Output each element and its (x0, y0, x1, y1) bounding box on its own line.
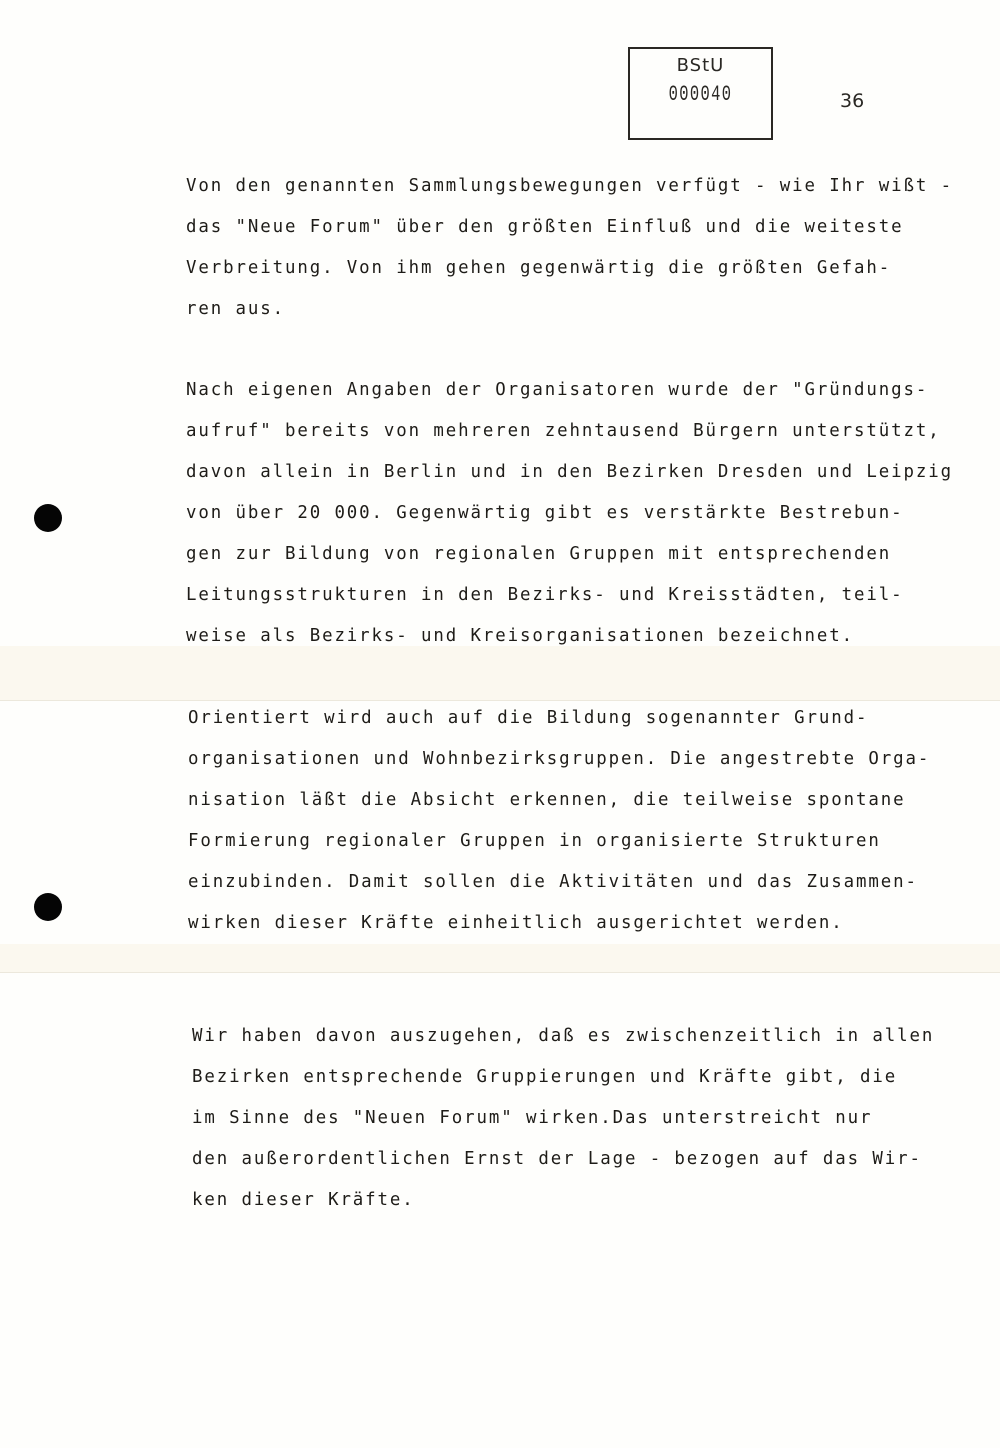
text-line: Nach eigenen Angaben der Organisatoren wurde der "Gründungs- (186, 380, 929, 400)
text-line: das "Neue Forum" über den größten Einfluß und die weiteste (186, 217, 904, 237)
text-line: gen zur Bildung von regionalen Gruppen mit entsprechenden (186, 544, 892, 564)
text-line: aufruf" bereits von mehreren zehntausend Bürgern unterstützt, (186, 421, 941, 441)
text-line: ren aus. (186, 299, 285, 319)
text-line: von über 20 000. Gegenwärtig gibt es verstärkte Bestrebun- (186, 503, 904, 523)
text-line: Wir haben davon auszugehen, daß es zwischenzeitlich in allen (192, 1026, 935, 1046)
text-line: weise als Bezirks- und Kreisorganisationen bezeichnet. (186, 626, 854, 646)
text-line: im Sinne des "Neuen Forum" wirken.Das unterstreicht nur (192, 1108, 873, 1128)
text-line: Leitungsstrukturen in den Bezirks- und Kreisstädten, teil- (186, 585, 904, 605)
text-line: nisation läßt die Absicht erkennen, die teilweise spontane (188, 790, 906, 810)
text-line: einzubinden. Damit sollen die Aktivitäten und das Zusammen- (188, 872, 918, 892)
paragraph (186, 370, 953, 657)
text-line: davon allein in Berlin und in den Bezirken Dresden und Leipzig (186, 462, 953, 482)
text-line: organisationen und Wohnbezirksgruppen. Die angestrebte Orga- (188, 749, 931, 769)
text-line: den außerordentlichen Ernst der Lage - bezogen auf das Wir- (192, 1149, 922, 1169)
page-number: 36 (840, 90, 865, 112)
text-line: Bezirken entsprechende Gruppierungen und Kräfte gibt, die (192, 1067, 898, 1087)
punch-hole-icon (34, 893, 62, 921)
text-line: ken dieser Kräfte. (192, 1190, 415, 1210)
paragraph (186, 166, 953, 330)
paste-strip-band (0, 944, 1000, 973)
punch-hole-icon (34, 504, 62, 532)
stamp-title: BStU (676, 55, 725, 76)
text-line: Formierung regionaler Gruppen in organisierte Strukturen (188, 831, 881, 851)
text-line: wirken dieser Kräfte einheitlich ausgerichtet werden. (188, 913, 844, 933)
archive-stamp (628, 47, 773, 140)
paragraph (192, 1016, 934, 1221)
paragraph (188, 698, 930, 944)
text-line: Orientiert wird auch auf die Bildung sogenannter Grund- (188, 708, 869, 728)
stamp-number: 000040 (668, 82, 733, 107)
text-line: Verbreitung. Von ihm gehen gegenwärtig die größten Gefah- (186, 258, 892, 278)
text-line: Von den genannten Sammlungsbewegungen verfügt - wie Ihr wißt - (186, 176, 953, 196)
